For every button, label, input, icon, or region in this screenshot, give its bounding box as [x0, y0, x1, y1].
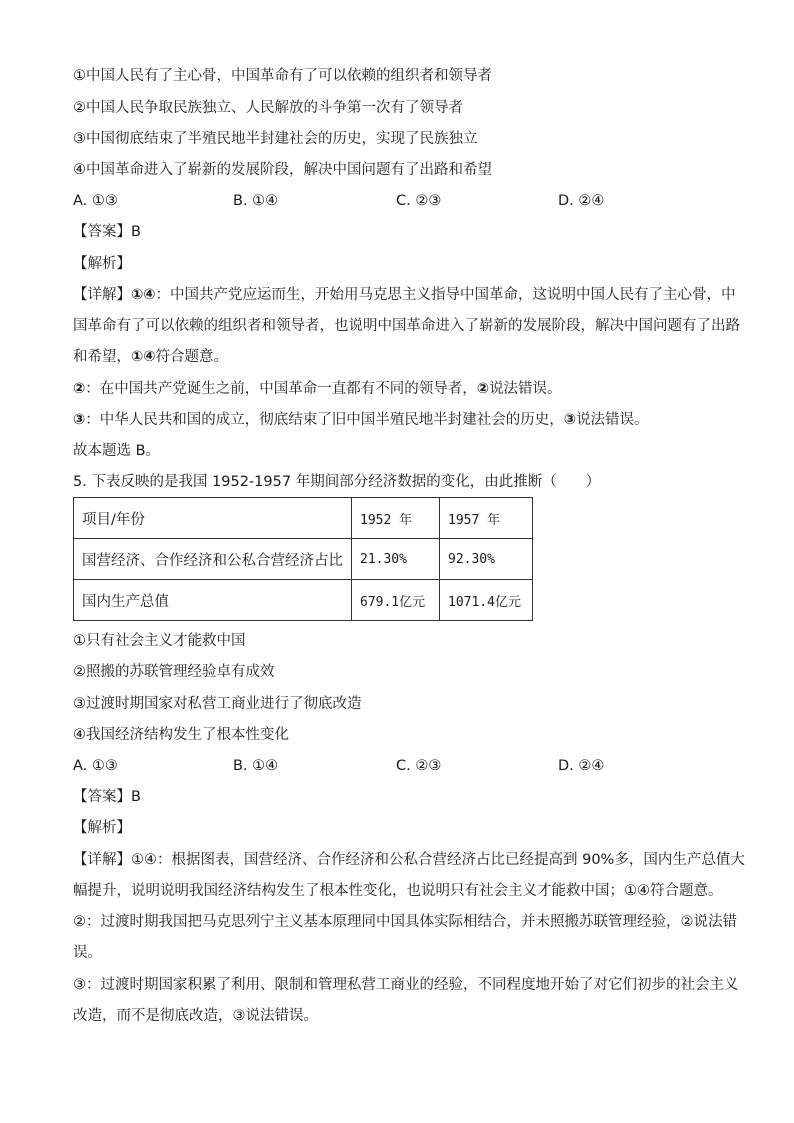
q4-detail-line-2: 国革命有了可以依赖的组织者和领导者，也说明中国革命进入了崭新的发展阶段，解决中国问题有了出路	[73, 318, 740, 334]
q4-answer: 【答案】B	[73, 224, 141, 240]
economic-data-table	[73, 497, 533, 621]
detail-text: ：中华人民共和国的成立，彻底结束了旧中国半殖民地半封建社会的历史，	[85, 412, 564, 428]
q4-detail-line-3	[73, 347, 228, 367]
q4-explanation-3	[73, 410, 649, 430]
q5-option-d: D. ②④	[558, 758, 605, 774]
q4-detail-line-1	[73, 285, 736, 305]
q5-option-a: A. ①③	[73, 758, 118, 774]
q5-detail-line-5: ③：过渡时期国家积累了利用、限制和管理私营工商业的经验，不同程度地开始了对它们初步的社会主义	[73, 977, 739, 993]
q4-analysis-label: 【解析】	[73, 256, 131, 272]
detail-number: ③	[563, 412, 577, 428]
detail-text: 和希望，	[73, 349, 131, 365]
table-cell: 679.1亿元	[352, 580, 440, 621]
detail-text: 说法错误。	[576, 412, 649, 428]
detail-number: ②	[73, 381, 86, 397]
q5-analysis-label: 【解析】	[73, 820, 131, 836]
detail-text: ：在中国共产党诞生之前，中国革命一直都有不同的领导者，	[85, 381, 477, 397]
table-cell: 21.30%	[352, 539, 440, 580]
q5-statement-4: ④我国经济结构发生了根本性变化	[73, 727, 289, 743]
detail-number: ①④	[131, 349, 156, 365]
table-header-row	[74, 498, 533, 539]
q5-detail-line-4: 误。	[73, 945, 102, 961]
q5-statement-3: ③过渡时期国家对私营工商业进行了彻底改造	[73, 696, 362, 712]
table-cell: 92.30%	[440, 539, 533, 580]
q5-answer: 【答案】B	[73, 789, 141, 805]
table-row	[74, 580, 533, 621]
detail-text: 说法错误。	[489, 381, 562, 397]
q4-statement-3: ③中国彻底结束了半殖民地半封建社会的历史，实现了民族独立	[73, 131, 478, 147]
q5-statement-1: ①只有社会主义才能救中国	[73, 633, 246, 649]
q5-statement-2: ②照搬的苏联管理经验卓有成效	[73, 664, 275, 680]
table-row	[74, 539, 533, 580]
q4-option-b: B. ①④	[233, 193, 279, 209]
detail-tag: 【详解】	[73, 287, 131, 303]
q4-statement-4: ④中国革命进入了崭新的发展阶段，解决中国问题有了出路和希望	[73, 162, 492, 178]
q4-explanation-2	[73, 379, 562, 399]
q4-option-d: D. ②④	[558, 193, 605, 209]
detail-number: ②	[476, 381, 490, 397]
table-cell: 国营经济、合作经济和公私合营经济占比	[74, 539, 352, 580]
q4-statement-2: ②中国人民争取民族独立、人民解放的斗争第一次有了领导者	[73, 100, 463, 116]
q5-option-b: B. ①④	[233, 758, 279, 774]
table-header-cell: 1952 年	[352, 498, 440, 539]
q5-stem: 5. 下表反映的是我国 1952-1957 年期间部分经济数据的变化，由此推断（ ）	[73, 474, 601, 490]
detail-number: ③	[73, 412, 86, 428]
detail-text: 符合题意。	[155, 349, 229, 365]
q5-detail-line-2: 幅提升，说明说明我国经济结构发生了根本性变化，也说明只有社会主义才能救中国；①④符合题意。	[73, 883, 723, 899]
q4-option-a: A. ①③	[73, 193, 118, 209]
detail-text: ：中国共产党应运而生，开始用马克思主义指导中国革命，这说明中国人民有了主心骨，中	[155, 287, 736, 303]
q5-option-c: C. ②③	[396, 758, 442, 774]
table-header-cell: 1957 年	[440, 498, 533, 539]
q4-statement-1: ①中国人民有了主心骨，中国革命有了可以依赖的组织者和领导者	[73, 68, 492, 84]
q5-detail-line-1: 【详解】①④：根据图表，国营经济、合作经济和公私合营经济占比已经提高到 90%多，国内生产总值大	[73, 852, 745, 868]
detail-number: ①④	[131, 287, 156, 303]
table-cell: 国内生产总值	[74, 580, 352, 621]
table-header-cell: 项目/年份	[74, 498, 352, 539]
q4-option-c: C. ②③	[396, 193, 442, 209]
table-cell: 1071.4亿元	[440, 580, 533, 621]
q4-conclusion: 故本题选 B。	[73, 443, 161, 459]
q5-detail-line-3: ②：过渡时期我国把马克思列宁主义基本原理同中国具体实际相结合，并未照搬苏联管理经验，②说法错	[73, 914, 737, 930]
q5-detail-line-6: 改造，而不是彻底改造，③说法错误。	[73, 1008, 318, 1024]
